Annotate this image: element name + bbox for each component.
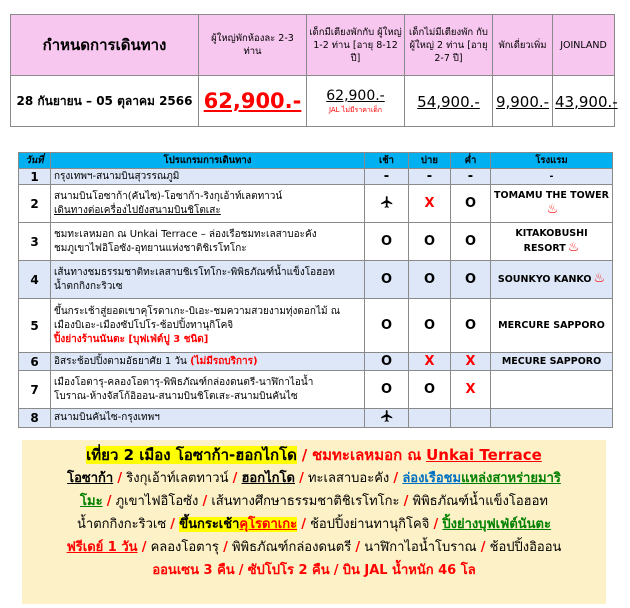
table-row [19, 169, 613, 185]
hotel-cell [491, 261, 613, 299]
day-number: 6 [19, 353, 51, 371]
lunch-cell: - [409, 169, 451, 185]
hotel-name: TOMAMU THE TOWER [494, 190, 609, 201]
airplane-icon [380, 195, 394, 209]
program-line: น้ำตกกิงกะริวเซ [54, 280, 123, 292]
lunch-cell: O [409, 223, 451, 261]
header-adult: ผู้ใหญ่พักห้องละ 2-3 ท่าน [199, 15, 307, 76]
col-program: โปรแกรมการเดินทาง [51, 153, 365, 169]
breakfast-cell: - [365, 169, 409, 185]
airplane-icon [380, 409, 394, 423]
col-lunch: บ่าย [409, 153, 451, 169]
hotel-cell: MERCURE SAPPORO [491, 299, 613, 353]
hotel-cell [491, 185, 613, 223]
highlight-hokkaido: ฮอกไกโด [241, 471, 295, 486]
hotel-cell [491, 223, 613, 261]
highlight-boat-cruise: ล่องเรือชม [402, 471, 462, 486]
highlight-free-day: ฟรีเดย์ 1 วัน [66, 540, 138, 555]
table-row [19, 353, 613, 371]
lunch-cell: X [409, 185, 451, 223]
itinerary-header-row [19, 153, 613, 169]
day-program [51, 261, 365, 299]
col-dinner: ค่ำ [451, 153, 491, 169]
highlight-ginga-falls: น้ำตกกิงกะริวเซ [77, 517, 167, 532]
highlights-box [22, 440, 606, 604]
highlight-aeon-shopping: ช้อปปิ้งอิออน [489, 540, 562, 555]
highlight-jal-baggage: บิน JAL น้ำหนัก 46 โล [342, 563, 476, 578]
dinner-cell: O [451, 299, 491, 353]
price-single-cell [493, 76, 553, 127]
price-child-bed: 62,900.- [326, 88, 385, 104]
header-child-bed: เด็กมีเตียงพักกับ ผู้ใหญ่ 1-2 ท่าน [อายุ 8-12 ปี] [307, 15, 405, 76]
program-line: อิสระช้อปปิ้งตามอัธยาศัย 1 วัน [54, 355, 187, 367]
day-number: 4 [19, 261, 51, 299]
col-hotel: โรงแรม [491, 153, 613, 169]
breakfast-cell: O [365, 353, 409, 371]
breakfast-cell: O [365, 223, 409, 261]
hotel-cell: - [491, 169, 613, 185]
day-number: 5 [19, 299, 51, 353]
price-adult-cell [199, 76, 307, 127]
table-row [19, 185, 613, 223]
highlight-line: ฟรีเดย์ 1 วัน / คลองโอตารุ / พิพิธภัณฑ์กล่องดนตรี / นาฬิกาไอน้ำโบราณ / ช้อปปิ้งอิออน [66, 540, 562, 555]
travel-dates: 28 กันยายน – 05 ตุลาคม 2566 [11, 76, 199, 127]
onsen-icon: ♨ [546, 202, 559, 217]
price-row [11, 76, 615, 127]
highlight-otaru-canal: คลองโอตารุ [150, 540, 219, 555]
dinner-cell [451, 409, 491, 428]
header-child-nobed: เด็กไม่มีเตียงพัก กับผู้ใหญ่ 2 ท่าน [อายุ 2-7 ปี] [405, 15, 493, 76]
dinner-cell: O [451, 185, 491, 223]
lunch-cell: X [409, 353, 451, 371]
hotel-cell [491, 371, 613, 409]
price-single: 9,900.- [495, 92, 550, 111]
lunch-cell: O [409, 299, 451, 353]
price-child-note: JAL ไม่มีราคาเด็ก [328, 106, 383, 114]
price-child-bed-cell [307, 76, 405, 127]
hotel-cell: MECURE SAPPORO [491, 353, 613, 371]
program-line: เมืองโอตารุ-คลองโอตารุ-พิพิธภัณฑ์กล่องดนตรี-นาฬิกาไอน้ำ [54, 376, 314, 388]
price-child-nobed-cell [405, 76, 493, 127]
highlight-line: โอซาก้า / ริงกุเอ้าท์เลตทาวน์ / ฮอกไกโด / ทะเลสาบอะคัง / ล่องเรือชมแหล่งสาหร่ายมาริ [67, 471, 561, 486]
highlight-mount-io: ภูเขาไฟอิโอซัง [115, 494, 199, 509]
program-line: โบราณ-ห้างจัสโก้อิออน-สนามบินชิโตเสะ-สนามบินคันไซ [54, 390, 298, 402]
dinner-cell: X [451, 371, 491, 409]
program-line: สนามบินคันไซ-กรุงเทพฯ [54, 412, 160, 423]
program-line: เดินทางต่อเครื่องไปยังสนามบินชิโตเสะ [54, 204, 221, 216]
dinner-cell: X [451, 353, 491, 371]
highlight-line: เที่ยว 2 เมือง โอซาก้า-ฮอกไกโด / ชมทะเลหมอก ณ Unkai Terrace [86, 446, 542, 464]
highlight-steam-clock: นาฬิกาไอน้ำโบราณ [364, 540, 477, 555]
dinner-cell: O [451, 261, 491, 299]
table-row [19, 409, 613, 428]
day-program [51, 169, 365, 185]
dinner-cell: O [451, 223, 491, 261]
price-child-nobed: 54,900.- [417, 92, 480, 111]
itinerary-table [18, 152, 613, 428]
day-program [51, 353, 365, 371]
hotel-name: KITAKOBUSHI RESORT [515, 228, 588, 254]
col-day: วันที่ [19, 153, 51, 169]
program-line: สนามบินโอซาก้า(คันไซ)-โอซาก้า-ริงกุเอ้าท์เลตทาวน์ [54, 190, 283, 202]
day-program [51, 185, 365, 223]
day-program [51, 223, 365, 261]
col-breakfast: เช้า [365, 153, 409, 169]
highlight-ice-museum: พิพิธภัณฑ์น้ำแข็งโอฮอท [412, 494, 548, 509]
program-line: ชมภูเขาไฟอิโอซัง-อุทยานแห่งชาติชิเรโทโกะ [54, 242, 247, 254]
highlight-cities: เที่ยว 2 เมือง โอซาก้า-ฮอกไกโด [86, 446, 297, 464]
highlight-osaka: โอซาก้า [67, 471, 114, 486]
header-joinland: JOINLAND [553, 15, 615, 76]
program-line: ชมทะเลหมอก ณ Unkai Terrace – ล่องเรือชมทะเลสาบอะคัง [54, 228, 317, 240]
day-number: 7 [19, 371, 51, 409]
highlight-marimo: แหล่งสาหร่ายมาริ [461, 471, 561, 486]
highlight-rinku-outlet: ริงกุเอ้าท์เลตทาวน์ [126, 471, 229, 486]
price-adult: 62,900.- [203, 89, 302, 113]
highlight-onsen-nights: ออนเซน 3 คืน [152, 563, 235, 578]
highlight-marimo-end: โมะ [80, 494, 103, 509]
highlight-kurodake: คุโรดาเกะ [239, 517, 298, 532]
highlight-music-box-museum: พิพิธภัณฑ์กล่องดนตรี [231, 540, 352, 555]
breakfast-cell: O [365, 299, 409, 353]
day-number: 3 [19, 223, 51, 261]
lunch-cell: O [409, 261, 451, 299]
program-line: ปิ้งย่างร้านนันตะ [บุฟเฟ่ต์ปู 3 ชนิด] [54, 333, 209, 345]
highlight-sapporo-nights: ซัปโปโร 2 คืน [247, 563, 330, 578]
price-table [10, 14, 618, 127]
highlight-lake-akan: ทะเลสาบอะคัง [307, 471, 390, 486]
highlight-line: โมะ / ภูเขาไฟอิโอซัง / เส้นทางศึกษาธรรมชาติชิเรโทโกะ / พิพิธภัณฑ์น้ำแข็งโอฮอท [80, 494, 548, 509]
highlight-line: น้ำตกกิงกะริวเซ / ขึ้นกระเช้าคุโรดาเกะ / ช้อปปิ้งย่านทานุกิโคจิ / ปิ้งย่างบุฟเฟ่ต์นันตะ [77, 517, 551, 532]
onsen-icon: ♨ [593, 271, 606, 286]
highlight-ropeway: ขึ้นกระเช้า [179, 517, 240, 532]
hotel-name: SOUNKYO KANKO [497, 274, 592, 285]
program-line: เส้นทางชมธรรมชาติทะเลสาบชิเรโทโกะ-พิพิธภัณฑ์น้ำแข็งโอฮอท [54, 266, 335, 278]
highlight-line: ออนเซน 3 คืน / ซัปโปโร 2 คืน / บิน JAL น้ำหนัก 46 โล [152, 563, 476, 578]
lunch-cell: O [409, 371, 451, 409]
highlight-tanukikoji: ช้อปปิ้งย่านทานุกิโคจิ [310, 517, 430, 532]
table-row [19, 371, 613, 409]
day-number: 8 [19, 409, 51, 428]
dinner-cell: - [451, 169, 491, 185]
program-line: เมืองบิเอะ-เมืองซัปโปโร-ช้อปปิ้งทานุกิโคจิ [54, 319, 234, 331]
program-line: ขึ้นกระเช้าสู่ยอดเขาคุโรดาเกะ-บิเอะ-ชมความสวยงามทุ่งดอกไม้ ณ [54, 305, 341, 317]
hotel-cell [491, 409, 613, 428]
breakfast-cell [365, 409, 409, 428]
header-single: พักเดี่ยวเพิ่ม [493, 15, 553, 76]
breakfast-cell: O [365, 371, 409, 409]
price-header-row [11, 15, 615, 76]
highlight-shiretoko: เส้นทางศึกษาธรรมชาติชิเรโทโกะ [211, 494, 400, 509]
day-number: 1 [19, 169, 51, 185]
program-note: (ไม่มีรถบริการ) [190, 355, 258, 367]
day-program [51, 299, 365, 353]
day-number: 2 [19, 185, 51, 223]
highlight-nanta-buffet: ปิ้งย่างบุฟเฟ่ต์นันตะ [442, 517, 551, 532]
table-row [19, 299, 613, 353]
day-program [51, 409, 365, 428]
table-row [19, 223, 613, 261]
lunch-cell [409, 409, 451, 428]
price-joinland: 43,900.- [555, 92, 618, 111]
program-line: กรุงเทพฯ-สนามบินสุวรรณภูมิ [54, 170, 180, 182]
onsen-icon: ♨ [567, 240, 580, 255]
highlight-sea-of-clouds: ชมทะเลหมอก ณ [311, 446, 422, 464]
breakfast-cell [365, 185, 409, 223]
price-joinland-cell [553, 76, 618, 127]
day-program [51, 371, 365, 409]
breakfast-cell: O [365, 261, 409, 299]
price-title: กำหนดการเดินทาง [11, 15, 199, 76]
table-row [19, 261, 613, 299]
highlight-unkai-terrace: Unkai Terrace [426, 446, 542, 464]
